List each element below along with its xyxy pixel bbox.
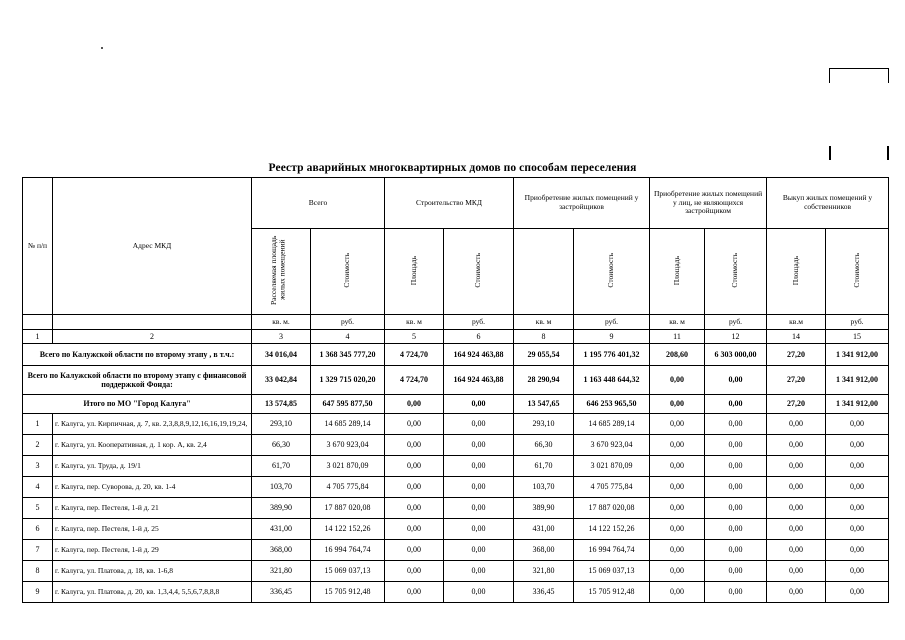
cell: 0,00 <box>705 477 767 498</box>
cell: 0,00 <box>767 498 826 519</box>
cell: 0,00 <box>650 456 705 477</box>
table-row <box>23 498 889 519</box>
table-row <box>23 456 889 477</box>
subheader-cost: Стоимость <box>311 229 385 315</box>
cell: 0,00 <box>444 395 514 414</box>
cell: 0,00 <box>650 435 705 456</box>
row-address: г. Калуга, ул. Кирпичная, д. 7, кв. 2,3,8,8,9,12,16,16,19,19,24, <box>53 414 252 435</box>
row-number: 3 <box>23 456 53 477</box>
cell: 14 122 152,26 <box>311 519 385 540</box>
column-number: 11 <box>650 330 705 344</box>
cell: 0,00 <box>767 435 826 456</box>
cell: 1 341 912,00 <box>826 395 889 414</box>
row-number: 5 <box>23 498 53 519</box>
column-number: 9 <box>574 330 650 344</box>
cell: 0,00 <box>826 561 889 582</box>
cell: 368,00 <box>252 540 311 561</box>
registry-table <box>22 177 889 603</box>
units-empty <box>23 315 53 330</box>
margin-tick <box>829 146 831 160</box>
cell: 0,00 <box>385 519 444 540</box>
cell: 0,00 <box>705 366 767 395</box>
cell: 0,00 <box>705 519 767 540</box>
table-row <box>23 414 889 435</box>
cell: 103,70 <box>514 477 574 498</box>
cell: 3 021 870,09 <box>311 456 385 477</box>
cell: 0,00 <box>767 414 826 435</box>
table-row <box>23 435 889 456</box>
cell: 0,00 <box>650 414 705 435</box>
table-row <box>23 582 889 603</box>
cell: 0,00 <box>705 561 767 582</box>
header-purchase-non-dev: Приобретение жилых помещений у лиц, не являющихся застройщиком <box>650 178 767 229</box>
cell: 0,00 <box>385 498 444 519</box>
cell: 0,00 <box>705 498 767 519</box>
cell: 1 329 715 020,20 <box>311 366 385 395</box>
column-number: 8 <box>514 330 574 344</box>
row-address: г. Калуга, ул. Платова, д. 18, кв. 1-6,8 <box>53 561 252 582</box>
table-row <box>23 477 889 498</box>
cell: 647 595 877,50 <box>311 395 385 414</box>
summary-row <box>23 344 889 366</box>
cell: 321,80 <box>252 561 311 582</box>
cell: 16 994 764,74 <box>574 540 650 561</box>
cell: 0,00 <box>650 582 705 603</box>
column-number: 15 <box>826 330 889 344</box>
cell: 34 016,04 <box>252 344 311 366</box>
cell: 0,00 <box>826 498 889 519</box>
cell: 3 670 923,04 <box>311 435 385 456</box>
header-purchase-dev: Приобретение жилых помещений у застройщиков <box>514 178 650 229</box>
cell: 103,70 <box>252 477 311 498</box>
page-title: Реестр аварийных многоквартирных домов по способам переселения <box>268 162 637 174</box>
row-address: г. Калуга, ул. Кооперативная, д. 1 кор. А, кв. 2,4 <box>53 435 252 456</box>
cell: 1 195 776 401,32 <box>574 344 650 366</box>
table-row <box>23 561 889 582</box>
cell: 0,00 <box>385 561 444 582</box>
cell: 61,70 <box>514 456 574 477</box>
cell: 0,00 <box>385 395 444 414</box>
cell: 17 887 020,08 <box>311 498 385 519</box>
cell: 14 685 289,14 <box>311 414 385 435</box>
cell: 646 253 965,50 <box>574 395 650 414</box>
cell: 0,00 <box>767 477 826 498</box>
unit-label: кв. м. <box>252 315 311 330</box>
margin-tick <box>887 146 889 160</box>
cell: 0,00 <box>705 540 767 561</box>
cell: 321,80 <box>514 561 574 582</box>
cell: 293,10 <box>514 414 574 435</box>
row-address: г. Калуга, пер. Пестеля, 1-й д. 29 <box>53 540 252 561</box>
cell: 0,00 <box>705 414 767 435</box>
cell: 27,20 <box>767 344 826 366</box>
cell: 0,00 <box>705 582 767 603</box>
cell: 336,45 <box>514 582 574 603</box>
cell: 389,90 <box>514 498 574 519</box>
cell: 1 163 448 644,32 <box>574 366 650 395</box>
cell: 0,00 <box>767 519 826 540</box>
row-address: г. Калуга, ул. Труда, д. 19/1 <box>53 456 252 477</box>
cell: 4 724,70 <box>385 366 444 395</box>
row-number: 9 <box>23 582 53 603</box>
subheader-cost: Стоимость <box>705 229 767 315</box>
cell: 13 574,85 <box>252 395 311 414</box>
cell: 389,90 <box>252 498 311 519</box>
cell: 0,00 <box>650 498 705 519</box>
header-address: Адрес МКД <box>53 178 252 315</box>
cell: 0,00 <box>444 540 514 561</box>
cell: 336,45 <box>252 582 311 603</box>
cell: 15 705 912,48 <box>574 582 650 603</box>
cell: 0,00 <box>385 477 444 498</box>
column-number: 12 <box>705 330 767 344</box>
cell: 14 685 289,14 <box>574 414 650 435</box>
cell: 0,00 <box>705 395 767 414</box>
scan-speck <box>101 47 103 49</box>
cell: 4 705 775,84 <box>574 477 650 498</box>
summary-label: Всего по Калужской области по второму этапу с финансовой поддержкой Фонда: <box>23 366 252 395</box>
row-number: 8 <box>23 561 53 582</box>
cell: 4 705 775,84 <box>311 477 385 498</box>
cell: 0,00 <box>705 435 767 456</box>
cell: 4 724,70 <box>385 344 444 366</box>
cell: 1 341 912,00 <box>826 344 889 366</box>
table-row <box>23 519 889 540</box>
column-number: 5 <box>385 330 444 344</box>
row-number: 6 <box>23 519 53 540</box>
unit-label: руб. <box>444 315 514 330</box>
cell: 66,30 <box>252 435 311 456</box>
column-number: 3 <box>252 330 311 344</box>
cell: 0,00 <box>650 366 705 395</box>
cell: 0,00 <box>826 582 889 603</box>
cell: 15 069 037,13 <box>574 561 650 582</box>
unit-label: руб. <box>311 315 385 330</box>
cell: 208,60 <box>650 344 705 366</box>
cell: 0,00 <box>385 456 444 477</box>
column-number: 6 <box>444 330 514 344</box>
row-number: 4 <box>23 477 53 498</box>
cell: 28 290,94 <box>514 366 574 395</box>
cell: 16 994 764,74 <box>311 540 385 561</box>
cell: 431,00 <box>514 519 574 540</box>
cell: 0,00 <box>826 414 889 435</box>
row-address: г. Калуга, пер. Пестеля, 1-й д. 25 <box>53 519 252 540</box>
unit-label: кв. м <box>385 315 444 330</box>
cell: 0,00 <box>444 582 514 603</box>
header-total: Всего <box>252 178 385 229</box>
cell: 431,00 <box>252 519 311 540</box>
column-number: 14 <box>767 330 826 344</box>
cell: 0,00 <box>767 561 826 582</box>
cell: 0,00 <box>650 540 705 561</box>
cell: 0,00 <box>444 477 514 498</box>
subheader-empty <box>514 229 574 315</box>
subheader-area: Площадь <box>385 229 444 315</box>
column-number: 2 <box>53 330 252 344</box>
cell: 0,00 <box>650 561 705 582</box>
cell: 0,00 <box>826 456 889 477</box>
row-number: 7 <box>23 540 53 561</box>
cell: 27,20 <box>767 395 826 414</box>
cell: 13 547,65 <box>514 395 574 414</box>
cell: 0,00 <box>444 561 514 582</box>
cell: 33 042,84 <box>252 366 311 395</box>
table-row <box>23 540 889 561</box>
summary-row <box>23 395 889 414</box>
subheader-cost: Стоимость <box>574 229 650 315</box>
header-num: № п/п <box>23 178 53 315</box>
cell: 0,00 <box>650 519 705 540</box>
unit-label: кв. м <box>650 315 705 330</box>
subheader-cost: Стоимость <box>444 229 514 315</box>
row-address: г. Калуга, пер. Пестеля, 1-й д. 21 <box>53 498 252 519</box>
cell: 0,00 <box>705 456 767 477</box>
cell: 27,20 <box>767 366 826 395</box>
cell: 15 069 037,13 <box>311 561 385 582</box>
cell: 17 887 020,08 <box>574 498 650 519</box>
cell: 29 055,54 <box>514 344 574 366</box>
row-address: г. Калуга, ул. Платова, д. 20, кв. 1,3,4,4, 5,5,6,7,8,8,8 <box>53 582 252 603</box>
unit-label: кв. м <box>514 315 574 330</box>
unit-label: руб. <box>826 315 889 330</box>
unit-label: кв.м <box>767 315 826 330</box>
header-buyout: Выкуп жилых помещений у собственников <box>767 178 889 229</box>
column-number: 4 <box>311 330 385 344</box>
row-number: 2 <box>23 435 53 456</box>
cell: 0,00 <box>444 456 514 477</box>
subheader-area-relocated: Расселяемая площадь жилых помещений <box>252 229 311 315</box>
cell: 368,00 <box>514 540 574 561</box>
cell: 14 122 152,26 <box>574 519 650 540</box>
cell: 0,00 <box>826 435 889 456</box>
subheader-cost: Стоимость <box>826 229 889 315</box>
cell: 6 303 000,00 <box>705 344 767 366</box>
cell: 0,00 <box>385 582 444 603</box>
subheader-area: Площадь <box>767 229 826 315</box>
cell: 164 924 463,88 <box>444 344 514 366</box>
header-construction: Строительство МКД <box>385 178 514 229</box>
cell: 0,00 <box>826 477 889 498</box>
cell: 0,00 <box>385 435 444 456</box>
summary-label: Всего по Калужской области по второму этапу , в т.ч.: <box>23 344 252 366</box>
cell: 164 924 463,88 <box>444 366 514 395</box>
column-number: 1 <box>23 330 53 344</box>
cell: 0,00 <box>444 519 514 540</box>
cell: 66,30 <box>514 435 574 456</box>
cell: 0,00 <box>444 414 514 435</box>
unit-label: руб. <box>705 315 767 330</box>
cell: 0,00 <box>826 519 889 540</box>
cell: 15 705 912,48 <box>311 582 385 603</box>
cell: 3 670 923,04 <box>574 435 650 456</box>
cell: 0,00 <box>444 435 514 456</box>
cell: 0,00 <box>650 395 705 414</box>
row-address: г. Калуга, пер. Суворова, д. 20, кв. 1-4 <box>53 477 252 498</box>
unit-label: руб. <box>574 315 650 330</box>
row-number: 1 <box>23 414 53 435</box>
cell: 0,00 <box>826 540 889 561</box>
cell: 61,70 <box>252 456 311 477</box>
cell: 3 021 870,09 <box>574 456 650 477</box>
cell: 1 368 345 777,20 <box>311 344 385 366</box>
cell: 0,00 <box>444 498 514 519</box>
summary-label: Итого по МО "Город Калуга" <box>23 395 252 414</box>
cell: 0,00 <box>767 582 826 603</box>
cell: 1 341 912,00 <box>826 366 889 395</box>
subheader-area: Площадь <box>650 229 705 315</box>
cell: 0,00 <box>385 540 444 561</box>
cell: 0,00 <box>767 540 826 561</box>
cell: 293,10 <box>252 414 311 435</box>
units-empty <box>53 315 252 330</box>
corner-mark <box>829 68 889 83</box>
summary-row <box>23 366 889 395</box>
cell: 0,00 <box>767 456 826 477</box>
cell: 0,00 <box>385 414 444 435</box>
cell: 0,00 <box>650 477 705 498</box>
